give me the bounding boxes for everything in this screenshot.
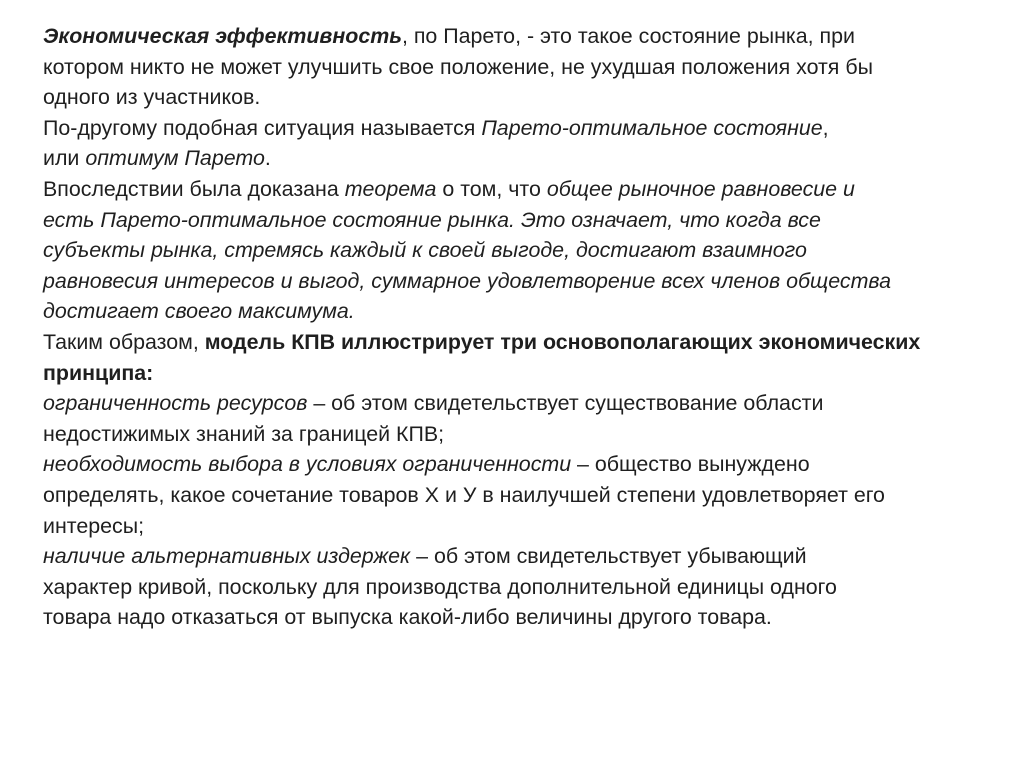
text-segment: достигает своего максимума. <box>43 299 355 324</box>
text-segment: наличие альтернативных издержек <box>43 544 411 569</box>
text-segment: – общество вынуждено <box>571 452 810 477</box>
text-line <box>43 572 983 603</box>
text-line <box>43 602 983 633</box>
text-line <box>43 296 983 327</box>
text-segment: оптимум Парето <box>85 146 265 171</box>
text-segment: – об этом свидетельствует существование области <box>307 391 824 416</box>
text-line <box>43 511 983 542</box>
text-line <box>43 52 983 83</box>
text-segment: теорема <box>344 176 437 201</box>
text-segment: Впоследствии была доказана <box>43 176 345 201</box>
text-segment: принципа: <box>43 360 154 385</box>
text-segment: или <box>43 146 86 171</box>
text-segment: есть Парето-оптимальное состояние рынка. Это означает, что когда все <box>43 207 821 232</box>
text-line <box>43 113 983 144</box>
text-segment: Экономическая эффективность <box>43 24 402 48</box>
text-line <box>43 235 983 266</box>
text-segment: субъекты рынка, стремясь каждый к своей выгоде, достигают взаимного <box>43 238 807 263</box>
text-line <box>43 143 983 174</box>
text-line <box>43 419 983 450</box>
text-segment: – об этом свидетельствует убывающий <box>410 544 807 569</box>
text-segment: необходимость выбора в условиях ограниченности <box>43 452 572 477</box>
text-line <box>43 266 983 297</box>
text-segment: Таким образом, <box>43 329 205 354</box>
text-segment: . <box>264 146 271 171</box>
text-segment: , по Парето, - это такое состояние рынка, при <box>401 24 855 48</box>
text-segment: одного из участников. <box>43 85 261 110</box>
text-segment: о том, что <box>436 176 547 201</box>
document-text-block <box>43 21 983 633</box>
text-segment: характер кривой, поскольку для производства дополнительной единицы одного <box>43 574 837 599</box>
text-segment: , <box>822 115 829 140</box>
text-segment: ограниченность ресурсов <box>43 391 308 416</box>
text-segment: интересы; <box>43 513 145 538</box>
text-line <box>43 82 983 113</box>
text-segment: По-другому подобная ситуация называется <box>43 115 482 140</box>
text-line <box>43 388 983 419</box>
text-line <box>43 358 983 389</box>
text-line <box>43 174 983 205</box>
text-segment: общее рыночное равновесие и <box>546 176 855 201</box>
text-line <box>43 449 983 480</box>
text-line <box>43 327 983 358</box>
text-line <box>43 541 983 572</box>
text-segment: Парето-оптимальное состояние <box>481 115 823 140</box>
text-segment: равновесия интересов и выгод, суммарное удовлетворение всех членов общества <box>43 268 891 293</box>
text-segment: недостижимых знаний за границей КПВ; <box>43 421 445 446</box>
text-segment: модель КПВ иллюстрирует три основополагающих экономических <box>204 329 921 354</box>
text-line <box>43 480 983 511</box>
text-segment: определять, какое сочетание товаров Х и У в наилучшей степени удовлетворяет его <box>43 482 885 507</box>
text-segment: котором никто не может улучшить свое положение, не ухудшая положения хотя бы <box>43 54 873 79</box>
text-line <box>43 205 983 236</box>
text-line <box>43 21 983 52</box>
text-segment: товара надо отказаться от выпуска какой-либо величины другого товара. <box>43 605 772 630</box>
